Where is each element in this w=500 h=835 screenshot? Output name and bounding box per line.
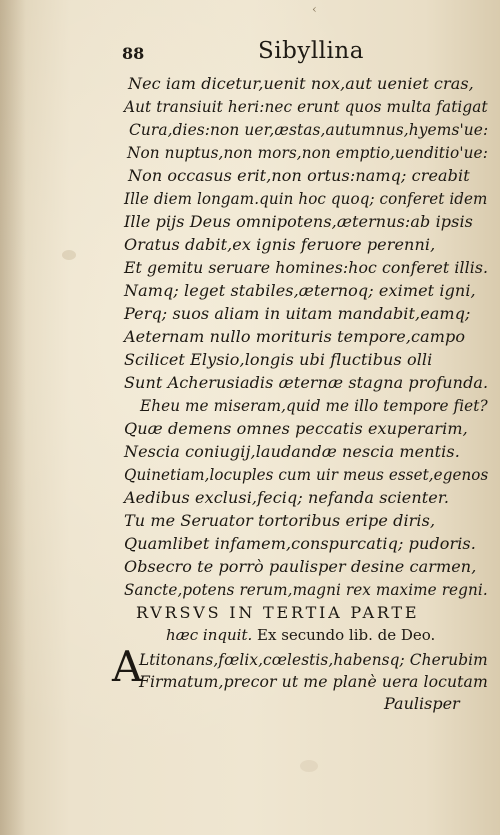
verse-line: Nec iam dicetur,uenit nox,aut ueniet cras, xyxy=(128,74,474,93)
verse-line-after-drop-cap: Ltitonans,fœlix,cœlestis,habensq; Cherubim xyxy=(139,650,488,669)
verse-line: Et gemitu seruare homines:hoc conferet illis. xyxy=(124,258,489,277)
subheading-italic: hæc inquit. xyxy=(166,626,253,644)
catchword: Paulisper xyxy=(384,694,460,713)
verse-line: Cura,dies:non uer,æstas,autumnus,hyems'ue: xyxy=(129,120,489,139)
verse-line: Ille diem longam.quin hoc quoq; conferet idem xyxy=(124,189,488,208)
verse-line: Nescia coniugij,laudandæ nescia mentis. xyxy=(124,442,460,461)
verse-line: Aeternam nullo morituris tempore,campo xyxy=(124,327,466,346)
verse-line-after-drop-cap: Firmatum,precor ut me planè uera locutam xyxy=(139,672,488,691)
page-number: 88 xyxy=(122,44,145,63)
verse-line: Tu me Seruator tortoribus eripe diris, xyxy=(124,511,436,530)
verse-line: Aut transiuit heri:nec erunt quos multa fatigat xyxy=(124,97,488,116)
subheading-source: Ex secundo lib. de Deo. xyxy=(257,626,436,644)
verse-line: Sancte,potens rerum,magni rex maxime regni. xyxy=(124,580,488,599)
drop-cap: A xyxy=(112,642,143,691)
verse-line: Scilicet Elysio,longis ubi fluctibus olli xyxy=(124,350,433,369)
verse-line: Eheu me miseram,quid me illo tempore fiet? xyxy=(140,396,488,415)
verse-line: Non occasus erit,non ortus:namq; creabit xyxy=(128,166,470,185)
running-head: Sibyllina xyxy=(258,38,364,64)
verse-line: Ille pijs Deus omnipotens,æternus:ab ipsis xyxy=(124,212,473,231)
section-subheading xyxy=(166,626,435,644)
verse-line: Perq; suos aliam in uitam mandabit,eamq; xyxy=(124,304,471,323)
verse-line: Namq; leget stabiles,æternoq; eximet igni, xyxy=(124,281,476,300)
verse-line: Quamlibet infamem,conspurcatiq; pudoris. xyxy=(124,534,476,553)
verse-line: Quæ demens omnes peccatis exuperarim, xyxy=(124,419,468,438)
verse-line: Quinetiam,locuples cum uir meus esset,egenos xyxy=(124,465,489,484)
verse-line: Oratus dabit,ex ignis feruore perenni, xyxy=(124,235,436,254)
verse-line: Non nuptus,non mors,non emptio,uenditio'ue: xyxy=(127,143,488,162)
verse-line: Obsecro te porrò paulisper desine carmen, xyxy=(124,557,477,576)
verse-line: Sunt Acherusiadis æternæ stagna profunda. xyxy=(124,373,489,392)
top-margin-mark: ‹ xyxy=(312,2,317,16)
section-heading: RVRSVS IN TERTIA PARTE xyxy=(136,603,420,622)
verse-line: Aedibus exclusi,feciq; nefanda scienter. xyxy=(124,488,450,507)
